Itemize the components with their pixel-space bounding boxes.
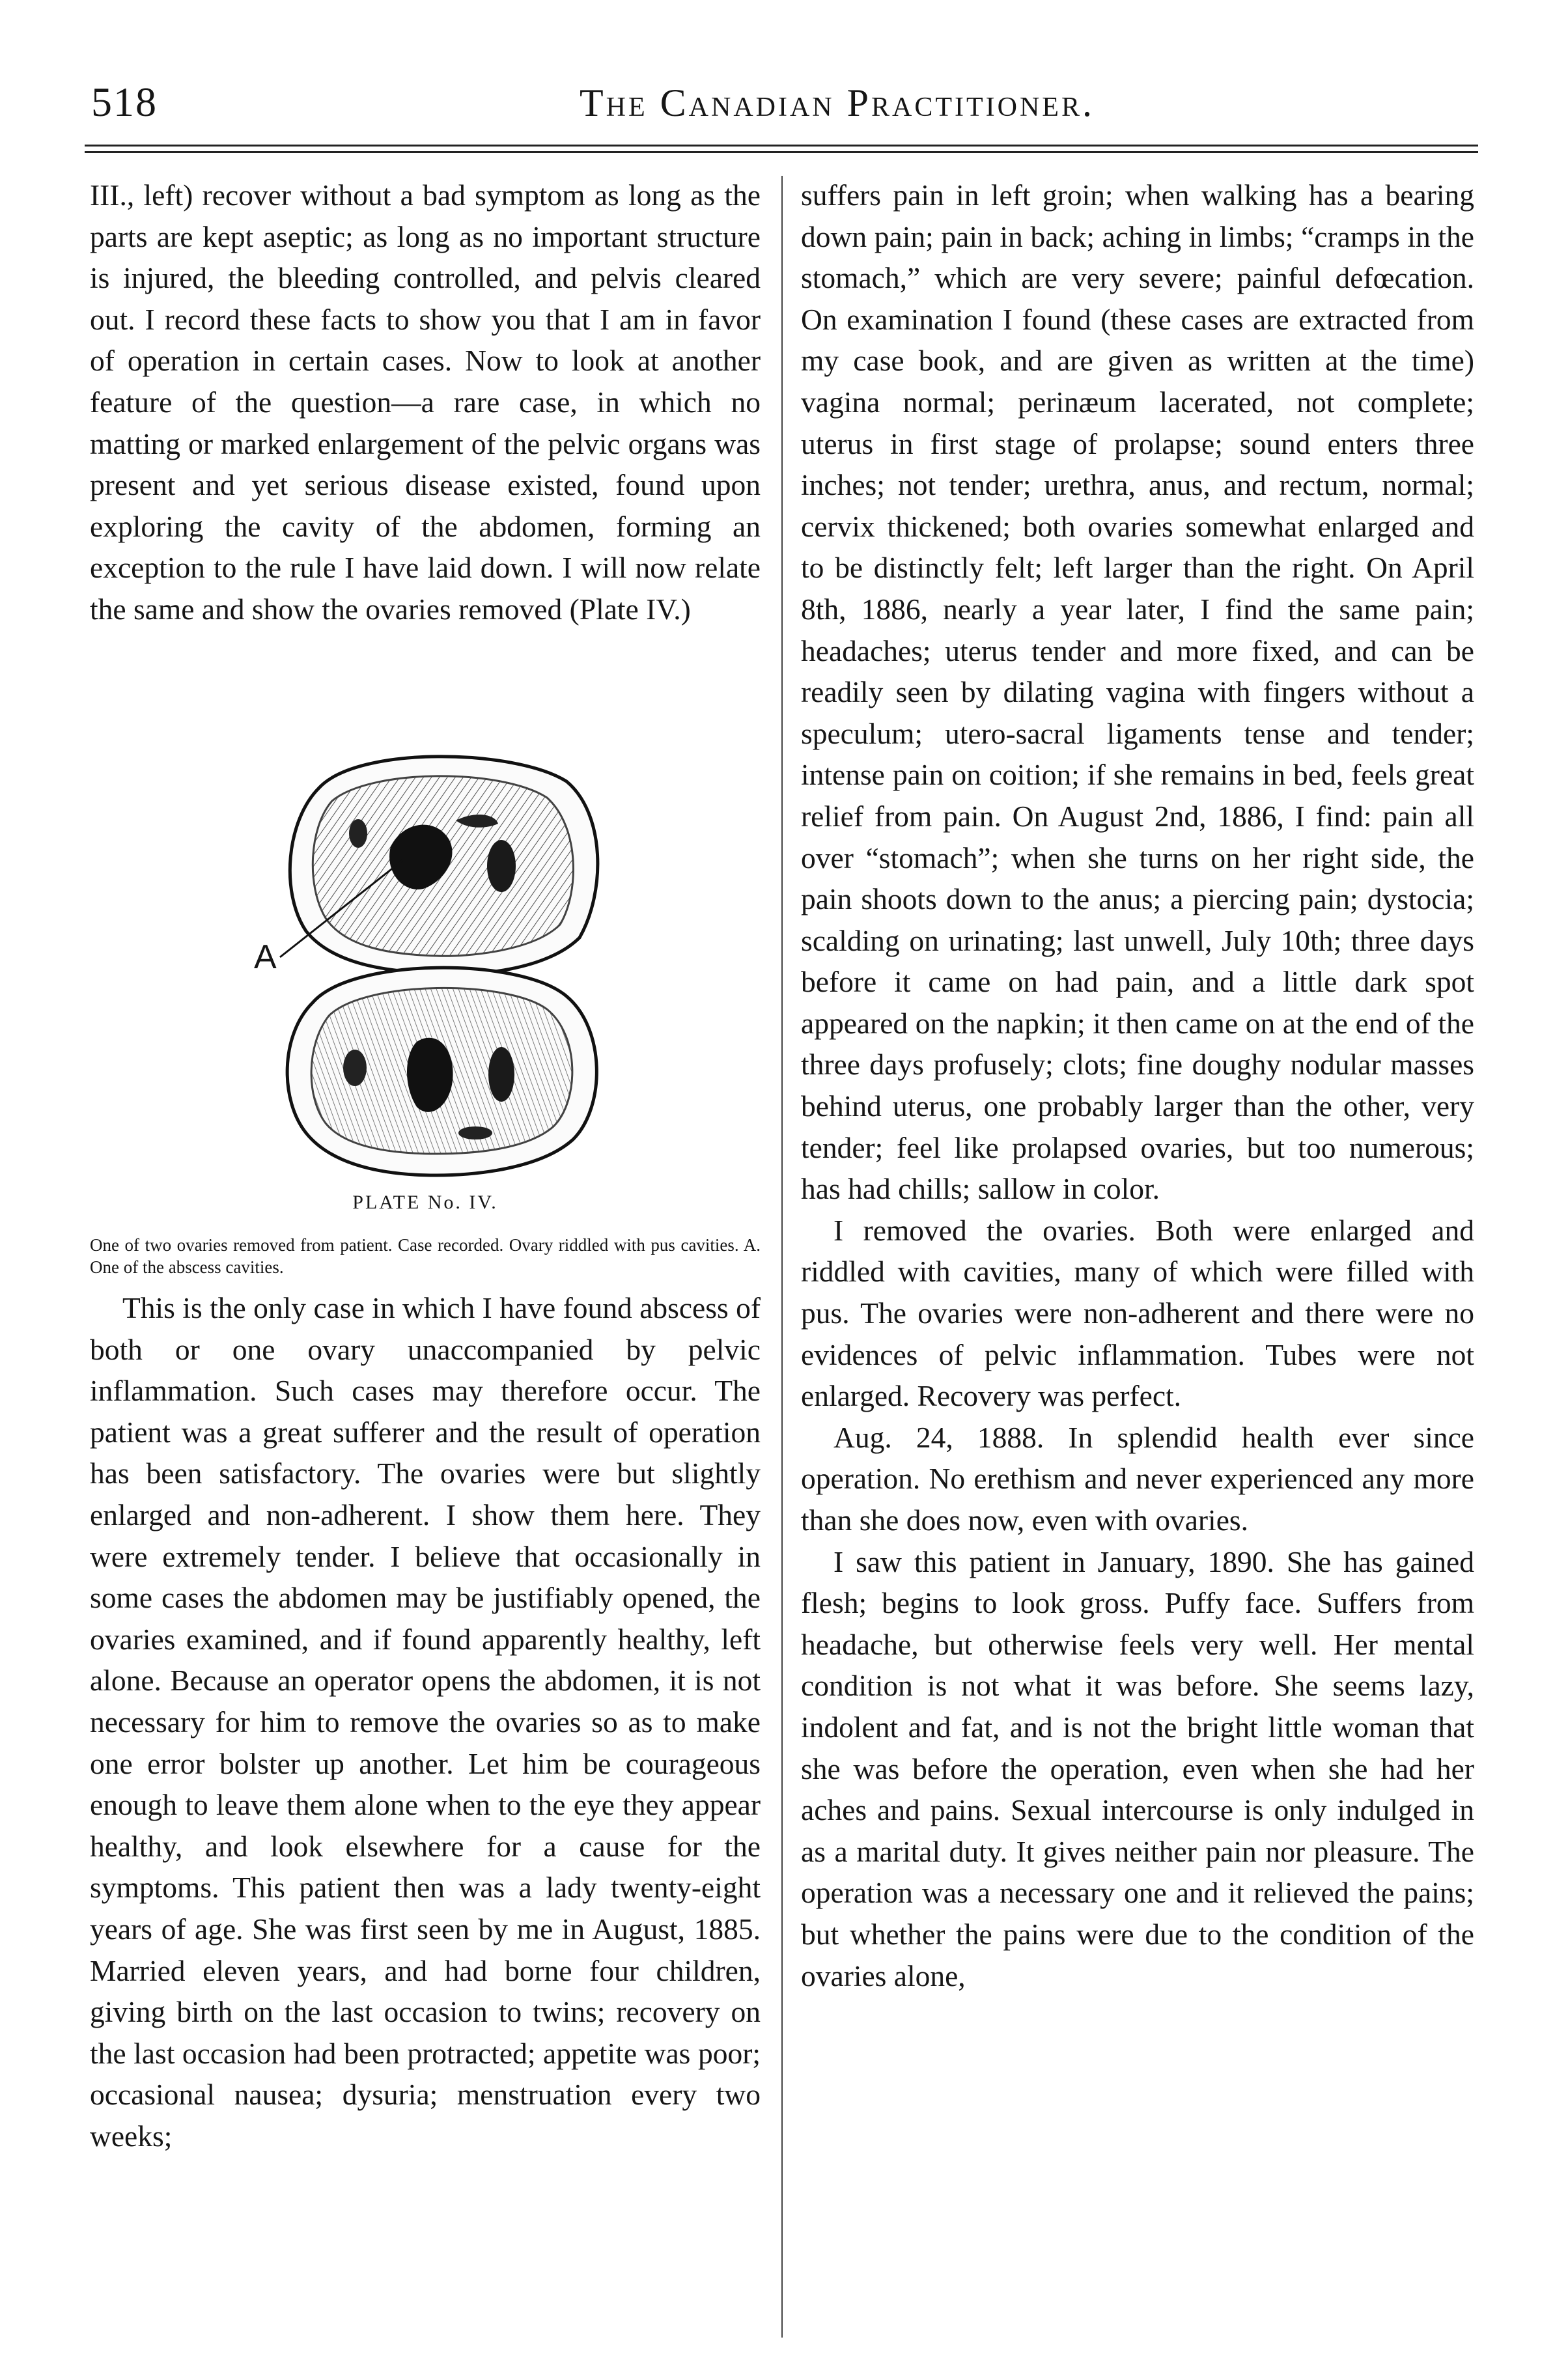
header-rule-bottom xyxy=(85,151,1478,153)
right-paragraph-3: Aug. 24, 1888. In splendid health ever since operation. No erethism and never experienced any more than she does now, even with ovaries. xyxy=(801,1420,1474,1537)
right-column xyxy=(801,175,1474,1996)
header-rule-top xyxy=(85,145,1478,147)
ovary-illustration xyxy=(241,742,632,1185)
left-paragraph-2: This is the only case in which I have found abscess of both or one ovary unaccompanied by pelvic inflammation. Such cases may therefore occur. The patient was a great sufferer and the result of operation has been satisfactory. The ovaries were but slightly enlarged and non-adherent. I show them here. They were extremely tender. I believe that occasionally in some cases the abdomen may be justifiably opened, the ovaries examined, and if found apparently healthy, left alone. Because an operator opens the abdomen, it is not necessary for him to remove the ovaries so as to make one error bolster up another. Let him be courageous enough to leave them alone when to the eye they appear healthy, and look elsewhere for a cause for the symptoms. This patient then was a lady twenty-eight years of age. She was first seen by me in August, 1885. Married eleven years, and had borne four children, giving birth on the last occasion to twins; recovery on the last occasion had been protracted; appetite was poor; occasional nausea; dysuria; menstruation every two weeks; xyxy=(90,1291,761,2153)
left-column-bottom xyxy=(90,1287,761,2157)
plate-title: PLATE No. IV. xyxy=(352,1192,498,1213)
page-number: 518 xyxy=(91,79,158,125)
right-paragraph-4: I saw this patient in January, 1890. She has gained flesh; begins to look gross. Puffy face. Suffers from headache, but otherwise feels very well. Her mental condition is not what it was before. She seems lazy, indolent and fat, and is not the bright little woman that she was before the operation, even when she had her aches and pains. Sexual intercourse is only indulged in as a marital duty. It gives neither pain nor pleasure. The operation was a necessary one and it relieved the pains; but whether the pains were due to the condition of the ovaries alone, xyxy=(801,1544,1474,1992)
left-column-top xyxy=(90,175,761,630)
running-title: The Canadian Practitioner. xyxy=(580,81,1095,124)
figure-label-a: A xyxy=(254,938,277,976)
right-paragraph-2: I removed the ovaries. Both were enlarged and riddled with cavities, many of which were filled with pus. The ovaries were non-adherent and there were no evidences of pelvic inflammation. Tubes were not enlarged. Recovery was perfect. xyxy=(801,1213,1474,1413)
column-divider xyxy=(781,176,783,2338)
plate-caption: One of two ovaries removed from patient. Case recorded. Ovary riddled with pus cavities. A. One of the abscess cavities. xyxy=(90,1235,761,1277)
ovary-drawing xyxy=(241,742,632,1185)
left-paragraph-1: III., left) recover without a bad symptom as long as the parts are kept aseptic; as long as no important structure is injured, the bleeding controlled, and pelvis cleared out. I record these facts to show you that I am in favor of operation in certain cases. Now to look at another feature of the question—a rare case, in which no matting or marked enlargement of the pelvic organs was present and yet serious disease existed, found upon exploring the cavity of the abdomen, forming an exception to the rule I have laid down. I will now relate the same and show the ovaries removed (Plate IV.) xyxy=(90,178,761,626)
page-header xyxy=(85,72,1478,143)
right-paragraph-1: suffers pain in left groin; when walking has a bearing down pain; pain in back; aching in limbs; “cramps in the stomach,” which are very severe; painful defœcation. On examination I found (these cases are extracted from my case book, and are given as written at the time) vagina normal; perinæum lacerated, not complete; uterus in first stage of prolapse; sound enters three inches; not tender; urethra, anus, and rectum, normal; cervix thickened; both ovaries somewhat enlarged and to be distinctly felt; left larger than the right. On April 8th, 1886, nearly a year later, I find the same pain; headaches; uterus tender and more fixed, and can be readily seen by dilating vagina with fingers without a speculum; utero-sacral ligaments tense and tender; intense pain on coition; if she remains in bed, feels great relief from pain. On August 2nd, 1886, I find: pain all over “stomach”; when she turns on her right side, the pain shoots down to the anus; a piercing pain; dystocia; scalding on urinating; last unwell, July 10th; three days before it came on had pain, and a little dark spot appeared on the napkin; it then came on at the end of the three days profusely; clots; fine doughy nodular masses behind uterus, one probably larger than the other, very tender; feel like prolapsed ovaries, but too numerous; has had chills; sallow in color. xyxy=(801,178,1474,1206)
